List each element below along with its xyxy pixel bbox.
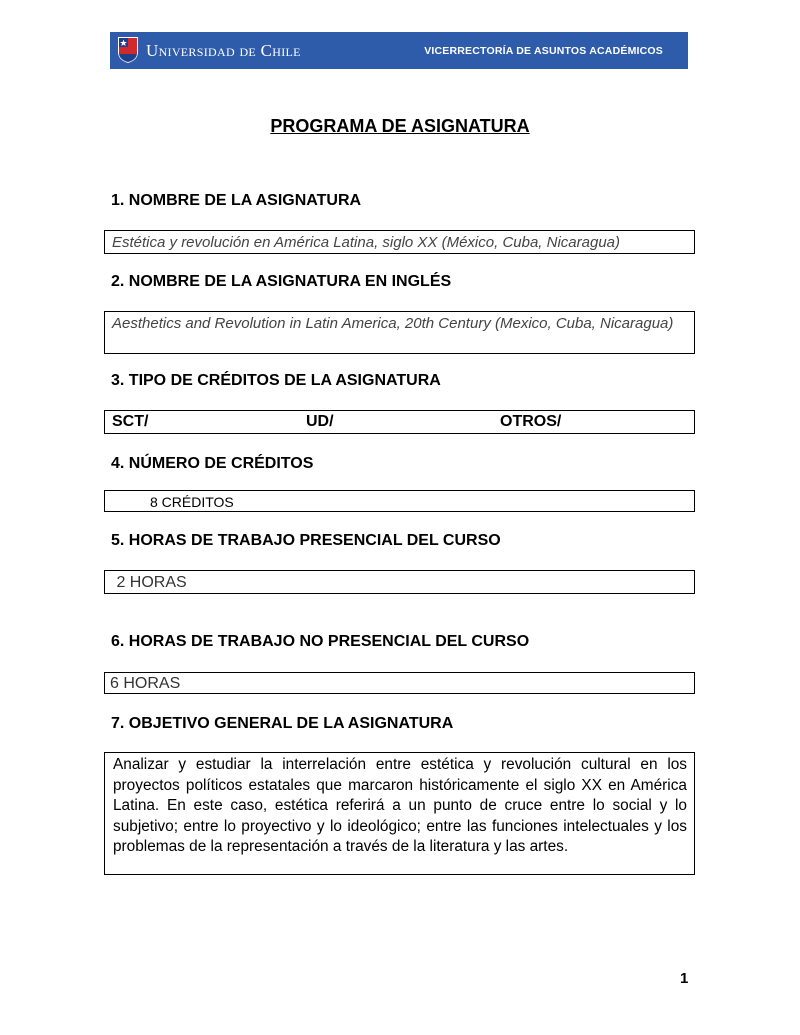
department-name: VICERRECTORÍA DE ASUNTOS ACADÉMICOS [424,45,663,57]
section-5-box [104,570,695,594]
section-2-box [104,311,695,354]
section-3-box [104,410,695,434]
header-banner [110,32,688,69]
section-1-heading: 1. NOMBRE DE LA ASIGNATURA [111,192,362,209]
university-name: Universidad de Chile [146,41,301,60]
section-7-heading: 7. OBJETIVO GENERAL DE LA ASIGNATURA [111,715,454,732]
section-6-value: 6 HORAS [110,675,181,692]
section-4-heading: 4. NÚMERO DE CRÉDITOS [111,455,314,472]
section-4-value: 8 CRÉDITOS [150,494,234,510]
credit-type-otros: OTROS/ [500,413,562,430]
page-number: 1 [680,970,689,987]
section-6-heading: 6. HORAS DE TRABAJO NO PRESENCIAL DEL CURSO [111,633,530,650]
section-4-box [104,490,695,512]
section-7-value: Analizar y estudiar la interrelación entre estética y revolución cultural en los proyectos políticos estatales que marcaron históricamente el siglo XX en América Latina. En este caso, estética referirá a un punto de cruce entre lo social y lo subjetivo; entre lo proyectivo y lo ideológico; entre las funciones intelectuales y los problemas de la representación a través de la literatura y las artes. [113,756,687,855]
university-crest-icon [117,36,139,64]
section-2-heading: 2. NOMBRE DE LA ASIGNATURA EN INGLÉS [111,273,452,290]
section-2-value: Aesthetics and Revolution in Latin America, 20th Century (Mexico, Cuba, Nicaragua) [112,315,674,332]
credit-type-sct: SCT/ [112,413,149,430]
section-3-heading: 3. TIPO DE CRÉDITOS DE LA ASIGNATURA [111,372,441,389]
section-7-box [104,752,695,875]
section-1-box [104,230,695,254]
section-5-value: 2 HORAS [112,574,187,591]
section-1-value: Estética y revolución en América Latina, siglo XX (México, Cuba, Nicaragua) [112,234,621,251]
section-6-box [104,672,695,694]
page-title: PROGRAMA DE ASIGNATURA [270,116,530,136]
credit-types-row [105,411,694,433]
credit-type-ud: UD/ [306,413,334,430]
section-5-heading: 5. HORAS DE TRABAJO PRESENCIAL DEL CURSO [111,532,501,549]
